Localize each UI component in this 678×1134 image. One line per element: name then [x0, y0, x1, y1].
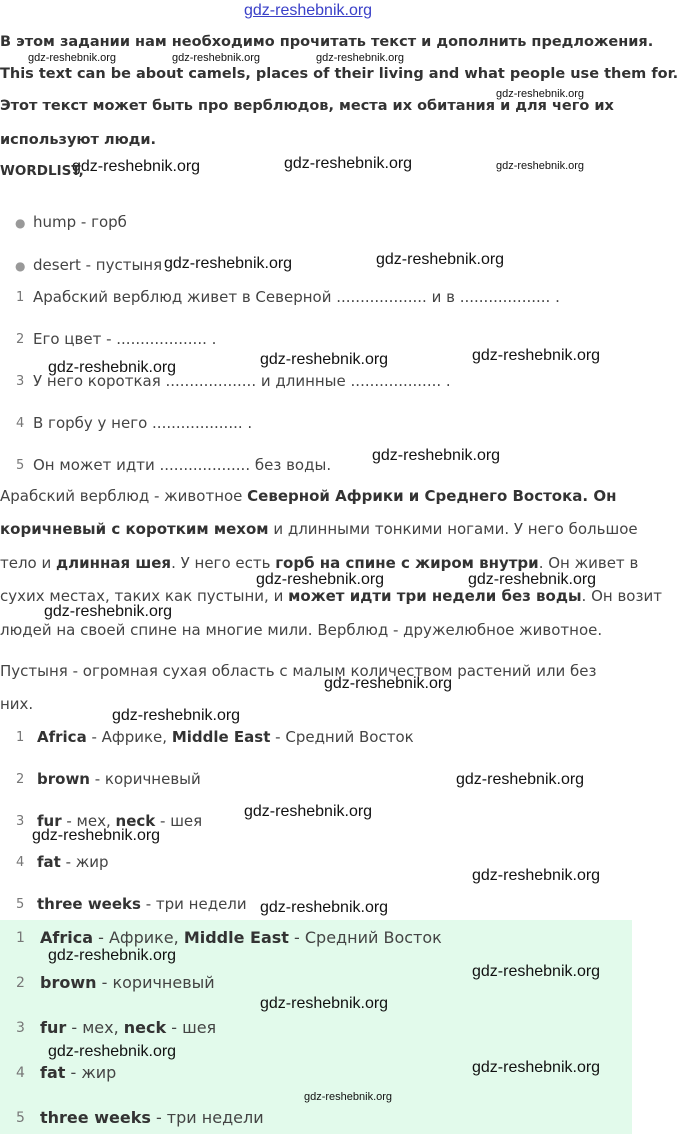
watermark: gdz-reshebnik.org: [28, 52, 117, 64]
watermark: gdz-reshebnik.org: [496, 160, 585, 172]
answer-item: brown - коричневый: [37, 770, 201, 788]
watermark: gdz-reshebnik.org: [172, 52, 261, 64]
answer-number: 5: [16, 1110, 25, 1126]
passage-line: Пустыня - огромная сухая область с малым количеством растений или без: [0, 662, 597, 680]
watermark-link[interactable]: gdz-reshebnik.org: [244, 2, 373, 19]
watermark: gdz-reshebnik.org: [256, 571, 385, 588]
bullet-icon: ●: [15, 259, 26, 273]
wordlist-item: desert - пустыня: [33, 256, 163, 274]
intro-line-3: Этот текст может быть про верблюдов, места их обитания и для чего их: [0, 98, 614, 114]
watermark: gdz-reshebnik.org: [48, 359, 177, 376]
watermark: gdz-reshebnik.org: [496, 88, 585, 100]
answer-number: 2: [16, 975, 25, 991]
answer-item: fur - мех, neck - шея: [37, 812, 203, 830]
answer-number: 5: [16, 897, 25, 912]
watermark: gdz-reshebnik.org: [472, 347, 601, 364]
watermark: gdz-reshebnik.org: [260, 351, 389, 368]
bullet-icon: ●: [15, 216, 26, 230]
watermark: gdz-reshebnik.org: [304, 1091, 393, 1103]
watermark: gdz-reshebnik.org: [316, 52, 405, 64]
wordlist-heading: WORDLIST,: [0, 163, 84, 179]
answer-item: brown - коричневый: [40, 973, 215, 992]
watermark: gdz-reshebnik.org: [284, 155, 413, 172]
answer-number: 1: [16, 930, 25, 946]
intro-line-1: В этом задании нам необходимо прочитать текст и дополнить предложения.: [0, 34, 654, 50]
watermark: gdz-reshebnik.org: [472, 963, 601, 980]
task-number: 1: [16, 290, 25, 305]
watermark: gdz-reshebnik.org: [372, 447, 501, 464]
passage-line: Арабский верблюд - животное Северной Африки и Среднего Востока. Он: [0, 487, 617, 505]
task-number: 2: [16, 332, 25, 347]
watermark: gdz-reshebnik.org: [164, 255, 293, 272]
watermark: gdz-reshebnik.org: [32, 827, 161, 844]
intro-line-2: This text can be about camels, places of their living and what people use them for.: [0, 66, 678, 82]
watermark: gdz-reshebnik.org: [456, 771, 585, 788]
answer-number: 4: [16, 1065, 25, 1081]
task-number: 5: [16, 458, 25, 473]
task-number: 3: [16, 374, 25, 389]
answer-number: 1: [16, 730, 25, 745]
task-item: Его цвет - ................... .: [33, 330, 217, 348]
watermark: gdz-reshebnik.org: [44, 603, 173, 620]
passage-line: людей на своей спине на многие мили. Верблюд - дружелюбное животное.: [0, 621, 603, 639]
intro-line-4: используют люди.: [0, 132, 157, 148]
watermark: gdz-reshebnik.org: [260, 995, 389, 1012]
answer-number: 3: [16, 1020, 25, 1036]
answer-item: three weeks - три недели: [37, 895, 247, 913]
watermark: gdz-reshebnik.org: [48, 1043, 177, 1060]
answer-item: three weeks - три недели: [40, 1108, 264, 1127]
answer-number: 4: [16, 855, 25, 870]
wordlist-item: hump - горб: [33, 213, 127, 231]
watermark: gdz-reshebnik.org: [72, 158, 201, 175]
watermark: gdz-reshebnik.org: [244, 803, 373, 820]
watermark: gdz-reshebnik.org: [468, 571, 597, 588]
task-item: Арабский верблюд живет в Северной ................... и в ................... .: [33, 288, 560, 306]
task-number: 4: [16, 416, 25, 431]
passage-line: коричневый с коротким мехом и длинными тонкими ногами. У него большое: [0, 520, 638, 538]
answer-item: Africa - Африке, Middle East - Средний Восток: [37, 728, 414, 746]
watermark: gdz-reshebnik.org: [112, 707, 241, 724]
answer-item: Africa - Африке, Middle East - Средний Восток: [40, 928, 442, 947]
answer-item: fur - мех, neck - шея: [40, 1018, 217, 1037]
watermark: gdz-reshebnik.org: [472, 1059, 601, 1076]
watermark: gdz-reshebnik.org: [324, 675, 453, 692]
task-item: В горбу у него ................... .: [33, 414, 253, 432]
passage-line: сухих местах, таких как пустыни, и может идти три недели без воды. Он возит: [0, 587, 662, 605]
passage-line: них.: [0, 695, 34, 713]
watermark: gdz-reshebnik.org: [260, 899, 389, 916]
answer-item: fat - жир: [37, 853, 109, 871]
answer-number: 3: [16, 814, 25, 829]
task-item: Он может идти ................... без воды.: [33, 456, 332, 474]
watermark: gdz-reshebnik.org: [376, 251, 505, 268]
watermark: gdz-reshebnik.org: [48, 947, 177, 964]
watermark: gdz-reshebnik.org: [472, 867, 601, 884]
answer-item: fat - жир: [40, 1063, 117, 1082]
passage-line: тело и длинная шея. У него есть горб на спине с жиром внутри. Он живет в: [0, 554, 639, 572]
answer-number: 2: [16, 772, 25, 787]
task-item: У него короткая ................... и длинные ................... .: [33, 372, 451, 390]
